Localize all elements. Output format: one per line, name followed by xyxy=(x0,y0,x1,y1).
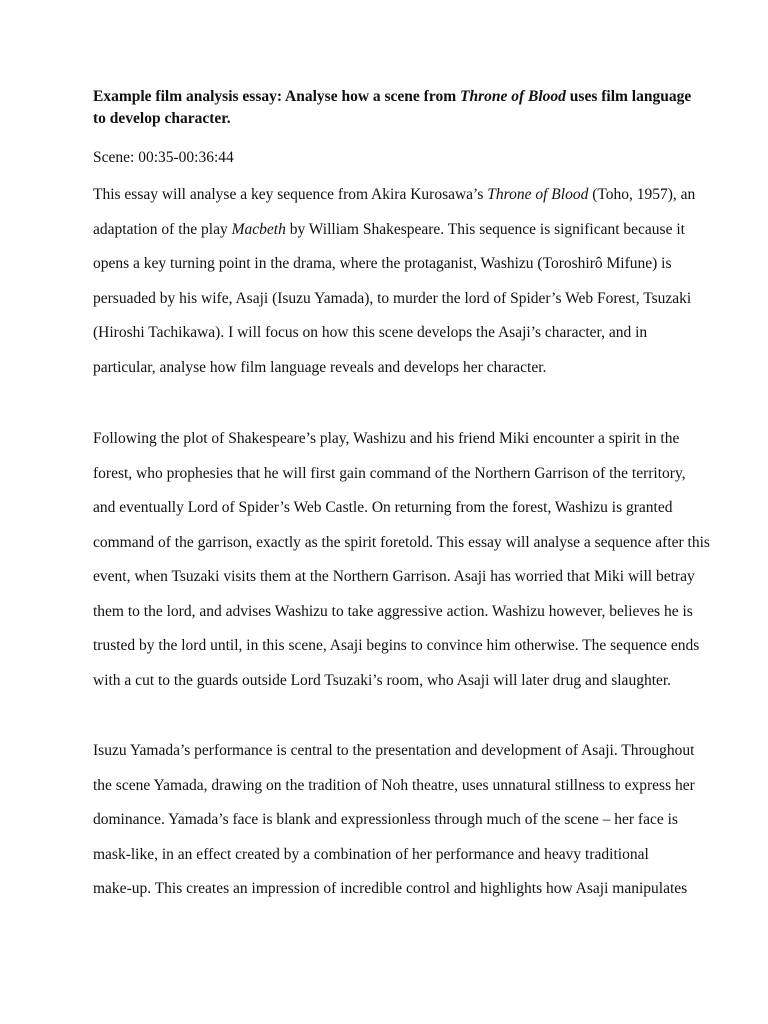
paragraph-line: command of the garrison, exactly as the spirit foretold. This essay will analyse a sequence after this xyxy=(93,533,710,551)
paragraph-line: Isuzu Yamada’s performance is central to the presentation and development of Asaji. Throughout xyxy=(93,742,695,759)
paragraph-line: trusted by the lord until, in this scene, Asaji begins to convince him otherwise. The sequence ends xyxy=(93,637,700,654)
paragraph-line: and eventually Lord of Spider’s Web Castle. On returning from the forest, Washizu is granted xyxy=(93,499,673,516)
paragraph-line: (Hiroshi Tachikawa). I will focus on how this scene develops the Asaji’s character, and in xyxy=(93,324,648,341)
paragraph-line: make-up. This creates an impression of incredible control and highlights how Asaji manipulates xyxy=(93,880,688,897)
heading-suffix: uses film language to develop character. xyxy=(93,88,692,127)
paragraph-line: with a cut to the guards outside Lord Tsuzaki’s room, who Asaji will later drug and slaughter. xyxy=(93,671,672,689)
heading-prefix: Example film analysis essay: Analyse how a scene from xyxy=(93,88,460,105)
paragraph-line: event, when Tsuzaki visits them at the Northern Garrison. Asaji has worried that Miki will betray xyxy=(93,568,695,585)
paragraph-line: opens a key turning point in the drama, where the protaganist, Washizu (Toroshirô Mifune) is xyxy=(93,255,672,272)
paragraph-line: the scene Yamada, drawing on the tradition of Noh theatre, uses unnatural stillness to express her xyxy=(93,776,695,794)
heading-film-title: Throne of Blood xyxy=(459,88,566,105)
paragraph-line: particular, analyse how film language reveals and develops her character. xyxy=(93,358,547,376)
paragraph-line: them to the lord, and advises Washizu to take aggressive action. Washizu however, believes he is xyxy=(93,602,693,620)
scene-timestamp: Scene: 00:35-00:36:44 xyxy=(93,149,234,166)
paragraph-line: Following the plot of Shakespeare’s play, Washizu and his friend Miki encounter a spirit in the xyxy=(93,430,680,447)
essay-heading xyxy=(93,86,693,130)
paragraph-introduction xyxy=(93,185,696,392)
paragraph-line: adaptation of the play Macbeth by William Shakespeare. This sequence is significant because it xyxy=(93,220,685,238)
paragraph-plot-summary xyxy=(93,429,710,705)
paragraph-line: mask-like, in an effect created by a combination of her performance and heavy traditional xyxy=(93,845,649,863)
paragraph-line: dominance. Yamada’s face is blank and expressionless through much of the scene – her face is xyxy=(93,811,678,828)
paragraph-performance xyxy=(93,741,693,914)
play-title-italic: Macbeth xyxy=(231,220,286,238)
paragraph-line: forest, who prophesies that he will first gain command of the Northern Garrison of the territory, xyxy=(93,464,686,482)
paragraph-line: persuaded by his wife, Asaji (Isuzu Yamada), to murder the lord of Spider’s Web Forest, Tsuzaki xyxy=(93,289,692,307)
paragraph-line: This essay will analyse a key sequence from Akira Kurosawa’s Throne of Blood (Toho, 1957), an xyxy=(93,186,696,203)
film-title-italic: Throne of Blood xyxy=(487,186,589,203)
